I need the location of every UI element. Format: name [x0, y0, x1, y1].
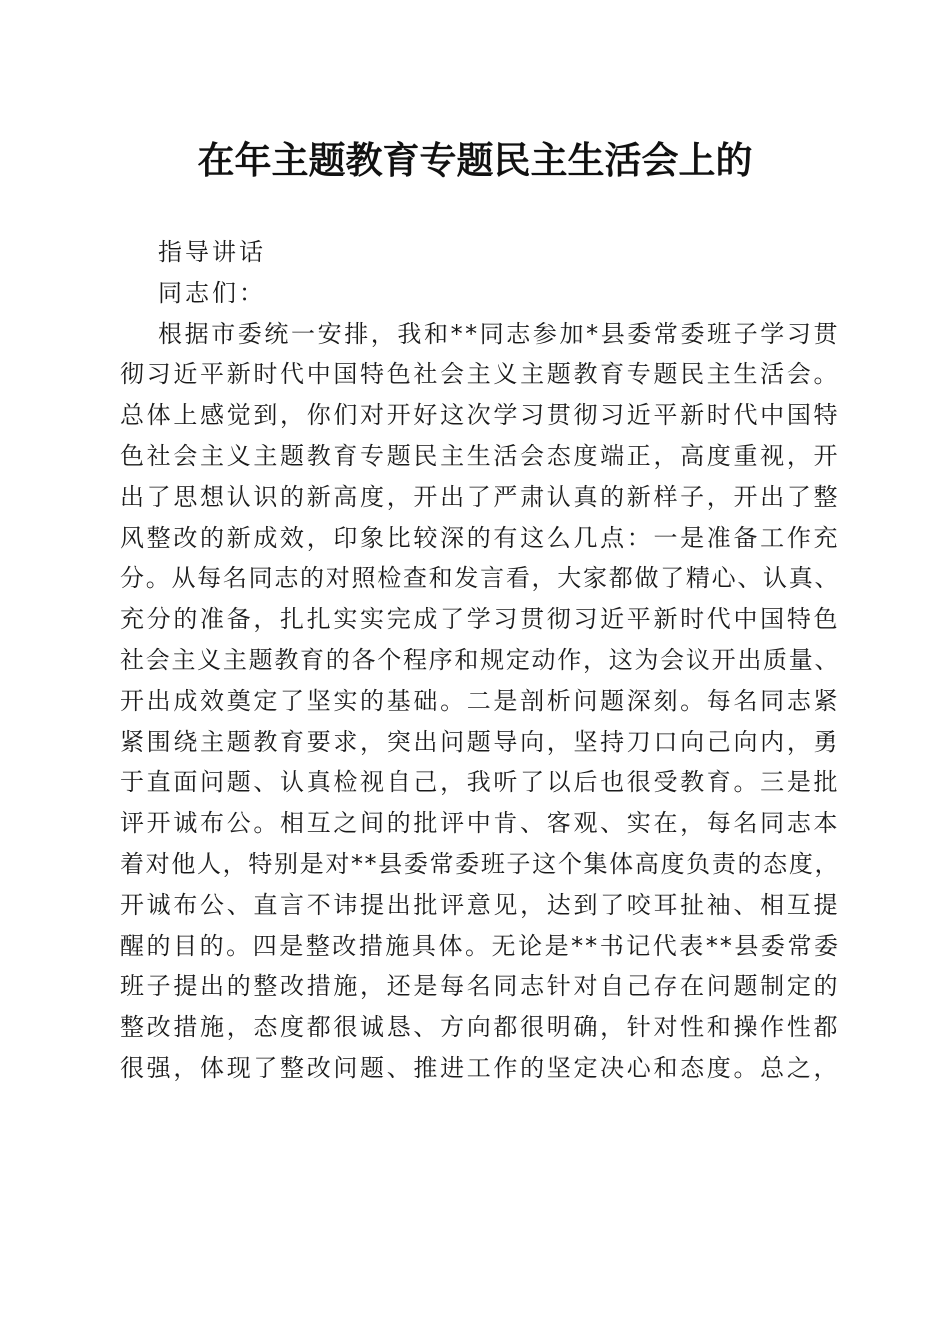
body-line: 根据市委统一安排，我和**同志参加*县委常委班子学习贯: [158, 319, 840, 348]
body-line: 出了思想认识的新高度，开出了严肃认真的新样子，开出了整: [120, 482, 840, 511]
body-line: 指导讲话: [158, 238, 266, 266]
document-title: 在年主题教育专题民主生活会上的: [197, 138, 753, 182]
body-line: 醒的目的。四是整改措施具体。无论是**书记代表**县委常委: [120, 931, 840, 960]
body-line: 社会主义主题教育的各个程序和规定动作，这为会议开出质量、: [120, 645, 840, 674]
body-line: 着对他人，特别是对**县委常委班子这个集体高度负责的态度，: [120, 849, 840, 878]
body-line: 分。从每名同志的对照检查和发言看，大家都做了精心、认真、: [120, 564, 840, 593]
body-line: 彻习近平新时代中国特色社会主义主题教育专题民主生活会。: [120, 360, 840, 389]
body-line: 班子提出的整改措施，还是每名同志针对自己存在问题制定的: [120, 972, 840, 1001]
body-line: 开诚布公、直言不讳提出批评意见，达到了咬耳扯袖、相互提: [120, 890, 840, 919]
body-line: 整改措施，态度都很诚恳、方向都很明确，针对性和操作性都: [120, 1013, 840, 1042]
body-line: 同志们：: [158, 278, 266, 307]
body-line: 于直面问题、认真检视自己，我听了以后也很受教育。三是批: [120, 768, 840, 797]
document-body: [120, 232, 840, 1089]
body-line: 色社会主义主题教育专题民主生活会态度端正，高度重视，开: [120, 441, 840, 470]
body-line: 开出成效奠定了坚实的基础。二是剖析问题深刻。每名同志紧: [120, 686, 840, 715]
body-line: 总体上感觉到，你们对开好这次学习贯彻习近平新时代中国特: [120, 401, 840, 430]
body-line: 很强，体现了整改问题、推进工作的坚定决心和态度。总之，: [120, 1053, 840, 1082]
body-line: 风整改的新成效，印象比较深的有这么几点：一是准备工作充: [120, 523, 840, 552]
body-line: 紧围绕主题教育要求，突出问题导向，坚持刀口向己向内，勇: [120, 727, 840, 756]
body-line: 评开诚布公。相互之间的批评中肯、客观、实在，每名同志本: [120, 809, 840, 838]
body-line: 充分的准备，扎扎实实完成了学习贯彻习近平新时代中国特色: [120, 605, 840, 634]
